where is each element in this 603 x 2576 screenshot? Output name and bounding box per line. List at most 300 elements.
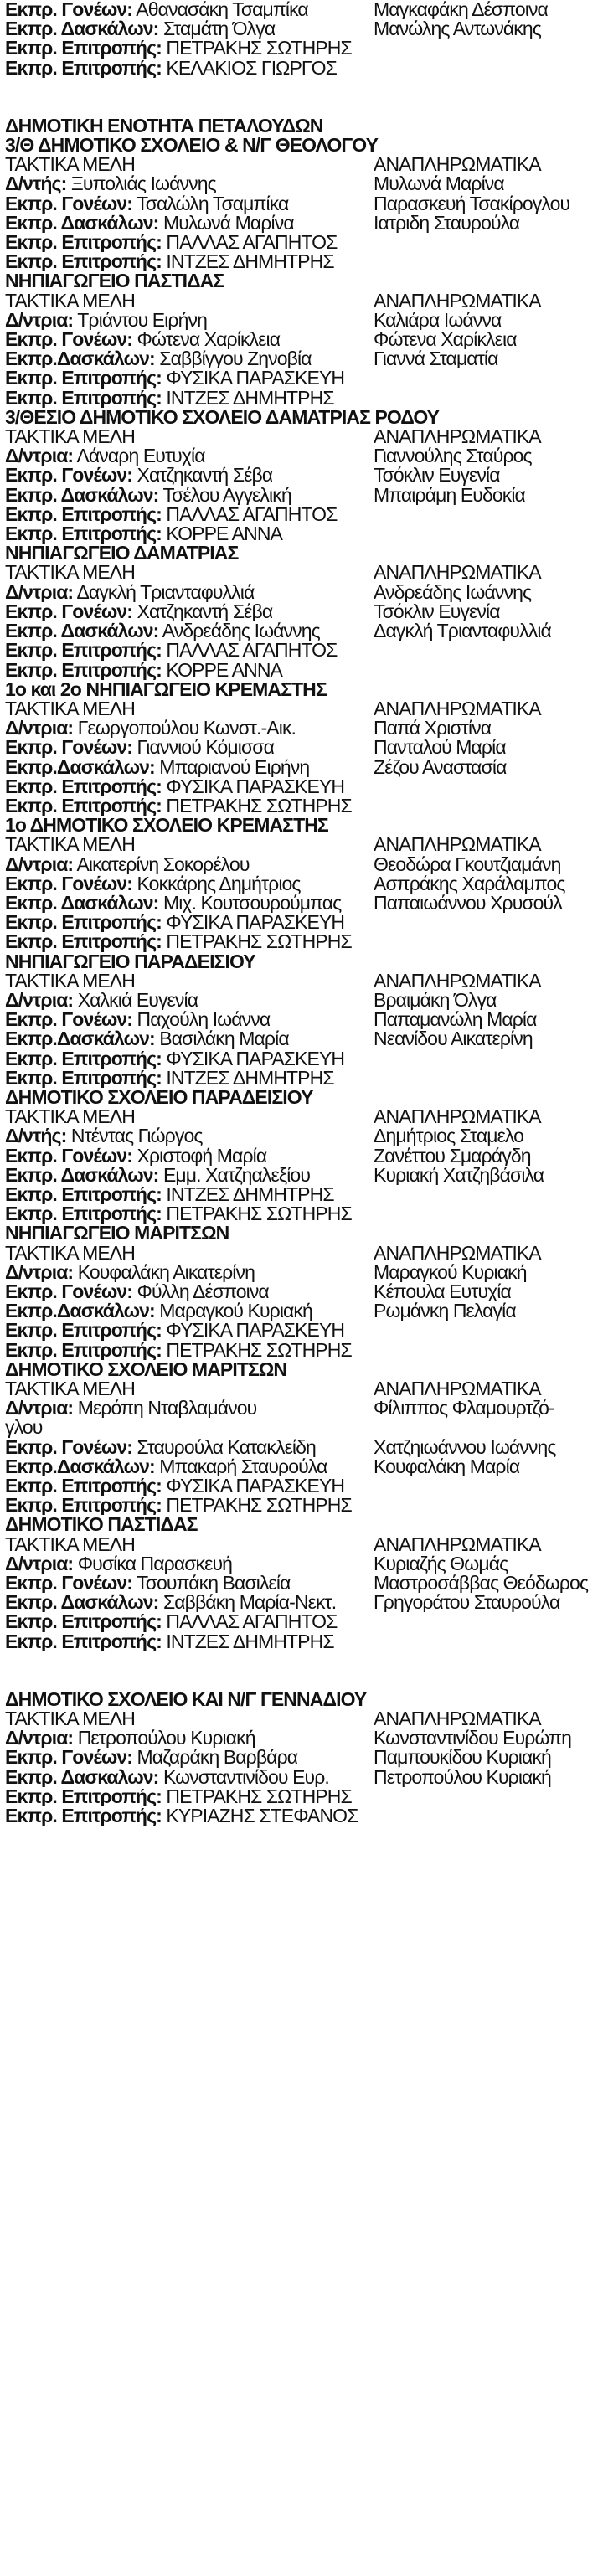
regular-members-header: ΤΑΚΤΙΚΑ ΜΕΛΗ	[5, 1534, 135, 1554]
regular-member	[5, 39, 374, 58]
regular-member	[5, 174, 374, 193]
substitute-member: Παρασκευή Τσακίρογλου	[374, 193, 570, 214]
column-header-row	[5, 563, 598, 582]
role-label: Εκπρ. Επιτροπής:	[5, 913, 162, 933]
member-name: ΙΝΤΖΕΣ ΔΗΜΗΤΡΗΣ	[166, 1184, 334, 1205]
member-row	[5, 0, 598, 19]
member-name: Χριστοφή Μαρία	[137, 1146, 267, 1166]
member-row	[5, 1554, 598, 1574]
school-title: 3/ΘΕΣΙΟ ΔΗΜΟΤΙΚΟ ΣΧΟΛΕΙΟ ΔΑΜΑΤΡΙΑΣ ΡΟΔΟΥ	[5, 405, 440, 428]
member-row	[5, 1146, 598, 1166]
role-label: Εκπρ. Επιτροπής:	[5, 641, 162, 661]
regular-member	[5, 1728, 374, 1748]
regular-member	[5, 1069, 374, 1088]
regular-member	[5, 446, 374, 466]
substitute-member: Κωνσταντινίδου Ευρώπη	[374, 1728, 572, 1749]
member-name: ΠΕΤΡΑΚΗΣ ΣΩΤΗΡΗΣ	[166, 1496, 352, 1516]
role-label: Εκπρ. Επιτροπής:	[5, 39, 162, 59]
school-title: ΔΗΜΟΤΙΚΟ ΣΧΟΛΕΙΟ ΚΑΙ Ν/Γ ΓΕΝΝΑΔΙΟΥ	[5, 1687, 367, 1710]
substitute-member: Τσόκλιν Ευγενία	[374, 601, 500, 622]
substitute-members-header: ΑΝΑΠΛΗΡΩΜΑΤΙΚΑ	[374, 291, 541, 311]
member-row	[5, 174, 598, 193]
regular-member	[5, 389, 374, 408]
member-row	[5, 252, 598, 271]
member-row	[5, 1728, 598, 1748]
member-name: Χατζηκαντή Σέβα	[137, 466, 273, 486]
regular-member	[5, 233, 374, 252]
regular-member	[5, 661, 374, 680]
role-label: Εκπρ. Γονέων:	[5, 1146, 133, 1166]
column-header-row	[5, 971, 598, 991]
role-label: Δ/ντρια:	[5, 446, 74, 466]
regular-member	[5, 641, 374, 660]
regular-members-header: ΤΑΚΤΙΚΑ ΜΕΛΗ	[5, 698, 135, 719]
member-name: Γεωργοπούλου Κωνστ.-Αικ.	[77, 719, 296, 739]
member-row	[5, 1496, 598, 1515]
member-row	[5, 1806, 598, 1826]
school-title: ΝΗΠΙΑΓΩΓΕΙΟ ΔΑΜΑΤΡΙΑΣ	[5, 542, 239, 564]
member-name: Μπαριανού Ειρήνη	[159, 757, 310, 777]
member-row	[5, 486, 598, 505]
member-name: ΦΥΣΙΚΑ ΠΑΡΑΣΚΕΥΗ	[166, 1476, 345, 1497]
member-name: Εμμ. Χατζηαλεξίου	[162, 1165, 311, 1185]
school-title: ΔΗΜΟΤΙΚΟ ΣΧΟΛΕΙΟ ΜΑΡΙΤΣΩΝ	[5, 1358, 287, 1380]
member-row	[5, 932, 598, 951]
member-row	[5, 466, 598, 485]
regular-members-header: ΤΑΚΤΙΚΑ ΜΕΛΗ	[5, 563, 135, 583]
substitute-members-header: ΑΝΑΠΛΗΡΩΜΑΤΙΚΑ	[374, 1107, 541, 1127]
regular-member	[5, 1787, 374, 1806]
substitute-member: Παπαμανώλη Μαρία	[374, 1010, 537, 1030]
member-name: Χατζηκαντή Σέβα	[137, 601, 273, 622]
substitute-member: Νεανίδου Αικατερίνη	[374, 1029, 533, 1049]
member-row	[5, 1321, 598, 1340]
regular-member	[5, 1301, 374, 1321]
substitute-members-header: ΑΝΑΠΛΗΡΩΜΑΤΙΚΑ	[374, 835, 541, 855]
member-name: Αθανασάκη Τσαμπίκα	[136, 0, 308, 20]
regular-member	[5, 1204, 374, 1224]
role-label: Εκπρ. Επιτροπής:	[5, 1204, 162, 1224]
role-label: Εκπρ. Επιτροπής:	[5, 504, 162, 525]
substitute-member: Γρηγοράτου Σταυρούλα	[374, 1593, 560, 1613]
member-row	[5, 1476, 598, 1496]
regular-member	[5, 1476, 374, 1496]
member-row	[5, 1069, 598, 1088]
substitute-member: Κυριακή Χατζηβάσιλα	[374, 1165, 544, 1185]
member-name: Μιχ. Κουτσουρούμπας	[162, 893, 342, 914]
role-label: Δ/ντρια:	[5, 990, 74, 1011]
member-name: Αικατερίνη Σοκορέλου	[76, 854, 250, 874]
role-label: Εκπρ. Δασκάλων:	[5, 485, 159, 505]
role-label: Εκπρ.Δασκάλων:	[5, 1301, 155, 1321]
member-name: Βασιλάκη Μαρία	[159, 1029, 289, 1049]
regular-members-header: ΤΑΚΤΙΚΑ ΜΕΛΗ	[5, 835, 135, 855]
role-label: Εκπρ. Επιτροπής:	[5, 796, 162, 817]
regular-member	[5, 349, 374, 368]
role-label: Εκπρ. Επιτροπής:	[5, 1496, 162, 1516]
role-label: Εκπρ. Επιτροπής:	[5, 660, 162, 680]
substitute-member: Παπαιωάννου Χρυσούλ	[374, 893, 562, 914]
school-title: 1ο και 2ο ΝΗΠΙΑΓΩΓΕΙΟ ΚΡΕΜΑΣΤΗΣ	[5, 677, 327, 700]
regular-member	[5, 311, 374, 330]
member-name: ΠΑΛΛΑΣ ΑΓΑΠΗΤΟΣ	[166, 641, 338, 661]
member-row	[5, 1748, 598, 1767]
regular-member	[5, 214, 374, 233]
role-label: Εκπρ. Επιτροπής:	[5, 1631, 162, 1651]
role-label: Εκπρ. Δασκάλων:	[5, 213, 159, 234]
role-label: Εκπρ. Επιτροπής:	[5, 58, 162, 78]
role-label: Εκπρ. Επιτροπής:	[5, 233, 162, 253]
substitute-member: Ζέζου Αναστασία	[374, 757, 507, 777]
role-label: Εκπρ.Δασκάλων:	[5, 1456, 155, 1477]
member-row	[5, 1029, 598, 1048]
role-label: Εκπρ. Επιτροπής:	[5, 1476, 162, 1497]
member-row	[5, 194, 598, 214]
regular-member	[5, 894, 374, 913]
substitute-member: Τσόκλιν Ευγενία	[374, 466, 500, 486]
regular-member	[5, 1748, 374, 1767]
regular-member	[5, 505, 374, 524]
regular-member	[5, 1146, 374, 1166]
regular-member	[5, 252, 374, 271]
school-title: ΔΗΜΟΤΙΚΟ ΠΑΣΤΙΔΑΣ	[5, 1513, 198, 1536]
substitute-member: Βραιμάκη Όλγα	[374, 990, 497, 1011]
member-row	[5, 1049, 598, 1069]
role-label: Εκπρ. Επιτροπής:	[5, 1340, 162, 1360]
member-name: Τσουπάκη Βασιλεία	[137, 1574, 291, 1594]
role-label: Εκπρ. Δασκάλων:	[5, 1593, 159, 1613]
member-name: Φώτενα Χαρίκλεια	[137, 330, 281, 350]
substitute-member: Μυλωνά Μαρίνα	[374, 174, 504, 194]
regular-member	[5, 1438, 374, 1457]
substitute-member: Μαγκαφάκη Δέσποινα	[374, 0, 548, 20]
member-row	[5, 1632, 598, 1651]
member-name: Τσαλώλη Τσαμπίκα	[137, 193, 289, 214]
member-name: Ανδρεάδης Ιωάννης	[162, 621, 320, 641]
member-name: ΦΥΣΙΚΑ ΠΑΡΑΣΚΕΥΗ	[166, 776, 345, 796]
role-label: Εκπρ. Δασκάλων:	[5, 19, 159, 39]
regular-member	[5, 738, 374, 757]
member-name: Σταμάτη Όλγα	[162, 19, 276, 39]
regular-member	[5, 758, 374, 777]
member-row	[5, 1166, 598, 1185]
member-row	[5, 1282, 598, 1301]
substitute-members-header: ΑΝΑΠΛΗΡΩΜΑΤΙΚΑ	[374, 1534, 541, 1554]
regular-member	[5, 1457, 374, 1476]
regular-member	[5, 602, 374, 621]
member-row	[5, 719, 598, 738]
role-label: Δ/ντρια:	[5, 1262, 74, 1282]
member-name: Γιαννιού Κόμισσα	[137, 738, 274, 758]
school-title: ΝΗΠΙΑΓΩΓΕΙΟ ΜΑΡΙΤΣΩΝ	[5, 1222, 229, 1244]
column-header-row	[5, 699, 598, 719]
role-label: Δ/ντρια:	[5, 1399, 74, 1419]
substitute-member: Χατζηιωάννου Ιωάννης	[374, 1437, 556, 1457]
column-header-row	[5, 835, 598, 854]
member-row	[5, 1301, 598, 1321]
substitute-member: Φώτενα Χαρίκλεια	[374, 330, 517, 350]
regular-member	[5, 19, 374, 39]
school-title: ΝΗΠΙΑΓΩΓΕΙΟ ΠΑΡΑΔΕΙΣΙΟΥ	[5, 950, 255, 972]
member-row	[5, 233, 598, 252]
regular-member	[5, 368, 374, 388]
role-label: Εκπρ. Γονέων:	[5, 193, 133, 214]
member-row	[5, 583, 598, 602]
member-row	[5, 913, 598, 932]
role-label: Εκπρ. Γονέων:	[5, 738, 133, 758]
regular-member	[5, 486, 374, 505]
substitute-members-header: ΑΝΑΠΛΗΡΩΜΑΤΙΚΑ	[374, 427, 541, 447]
substitute-member: Δημήτριος Σταμελο	[374, 1126, 524, 1146]
continuation-text: γλου	[5, 1416, 43, 1439]
member-name: ΙΝΤΖΕΣ ΔΗΜΗΤΡΗΣ	[166, 252, 334, 272]
substitute-member: Μανώλης Αντωνάκης	[374, 19, 541, 39]
member-row	[5, 796, 598, 816]
member-name: ΠΕΤΡΑΚΗΣ ΣΩΤΗΡΗΣ	[166, 932, 352, 952]
column-header-row	[5, 1379, 598, 1399]
member-row	[5, 214, 598, 233]
role-label: Εκπρ. Γονέων:	[5, 0, 133, 20]
member-name: ΚΕΛΑΚΙΟΣ ΓΙΩΡΓΟΣ	[166, 58, 337, 78]
regular-member	[5, 1612, 374, 1631]
role-label: Εκπρ. Επιτροπής:	[5, 1786, 162, 1807]
member-row	[5, 894, 598, 913]
role-label: Δ/ντής:	[5, 1126, 67, 1146]
member-row	[5, 1126, 598, 1146]
role-label: Εκπρ. Δασκάλων:	[5, 893, 159, 914]
regular-member	[5, 1554, 374, 1574]
column-header-row	[5, 427, 598, 446]
member-row	[5, 1204, 598, 1224]
role-label: Εκπρ. Γονέων:	[5, 466, 133, 486]
member-name: ΚΥΡΙΑΖΗΣ ΣΤΕΦΑΝΟΣ	[166, 1806, 358, 1826]
regular-member	[5, 1574, 374, 1593]
regular-member	[5, 59, 374, 78]
role-label: Εκπρ. Γονέων:	[5, 873, 133, 894]
member-row	[5, 1787, 598, 1806]
member-row	[5, 1574, 598, 1593]
member-name: ΦΥΣΙΚΑ ΠΑΡΑΣΚΕΥΗ	[166, 368, 345, 389]
regular-member	[5, 583, 374, 602]
role-label: Εκπρ. Επιτροπής:	[5, 1184, 162, 1205]
regular-member	[5, 1632, 374, 1651]
role-label: Εκπρ.Δασκάλων:	[5, 349, 155, 369]
member-row	[5, 1399, 598, 1418]
member-name: ΦΥΣΙΚΑ ΠΑΡΑΣΚΕΥΗ	[166, 1321, 345, 1341]
member-row	[5, 59, 598, 78]
member-name: Κουφαλάκη Αικατερίνη	[77, 1262, 255, 1282]
role-label: Εκπρ. Επιτροπής:	[5, 388, 162, 408]
substitute-member: Γιαννά Σταματία	[374, 349, 498, 369]
regular-member	[5, 1768, 374, 1787]
member-name: Κωνσταντινίδου Ευρ.	[162, 1767, 329, 1787]
regular-member	[5, 1049, 374, 1069]
member-row	[5, 1768, 598, 1787]
member-row	[5, 505, 598, 524]
member-name: Σαββίγγου Ζηνοβία	[159, 349, 312, 369]
member-row	[5, 1438, 598, 1457]
substitute-member: Δαγκλή Τριανταφυλλιά	[374, 621, 551, 641]
regular-members-header: ΤΑΚΤΙΚΑ ΜΕΛΗ	[5, 971, 135, 991]
member-name: Πετροπούλου Κυριακή	[77, 1728, 255, 1749]
role-label: Εκπρ. Γονέων:	[5, 1010, 133, 1030]
role-label: Εκπρ. Επιτροπής:	[5, 524, 162, 544]
member-name: Σταυρούλα Κατακλείδη	[137, 1437, 316, 1457]
member-name: ΠΕΤΡΑΚΗΣ ΣΩΤΗΡΗΣ	[166, 1204, 352, 1224]
regular-member	[5, 913, 374, 932]
role-label: Εκπρ. Επιτροπής:	[5, 1321, 162, 1341]
member-row	[5, 1185, 598, 1204]
member-row	[5, 777, 598, 796]
regular-member	[5, 1185, 374, 1204]
member-name: ΠΕΤΡΑΚΗΣ ΣΩΤΗΡΗΣ	[166, 39, 352, 59]
member-name: ΚΟΡΡΕ ΑΝΝΑ	[166, 660, 282, 680]
regular-member	[5, 1496, 374, 1515]
member-name: Φυσίκα Παρασκευή	[77, 1553, 233, 1574]
regular-member	[5, 796, 374, 816]
role-label: Δ/ντρια:	[5, 854, 74, 874]
substitute-member: Γιαννούλης Σταύρος	[374, 446, 532, 466]
regular-member	[5, 1399, 374, 1418]
substitute-member: Μαστροσάββας Θεόδωρος	[374, 1574, 589, 1594]
member-name: Ντέντας Γιώργος	[70, 1126, 203, 1146]
role-label: Δ/ντρια:	[5, 1728, 74, 1749]
regular-members-header: ΤΑΚΤΙΚΑ ΜΕΛΗ	[5, 1107, 135, 1127]
member-name: Χαλκιά Ευγενία	[77, 990, 198, 1011]
member-name: Φύλλη Δέσποινα	[137, 1282, 269, 1302]
role-label: Εκπρ. Γονέων:	[5, 1574, 133, 1594]
member-name: ΠΑΛΛΑΣ ΑΓΑΠΗΤΟΣ	[166, 504, 338, 525]
member-name: ΙΝΤΖΕΣ ΔΗΜΗΤΡΗΣ	[166, 1068, 334, 1088]
member-name: Σαββάκη Μαρία-Νεκτ.	[162, 1593, 337, 1613]
regular-members-header: ΤΑΚΤΙΚΑ ΜΕΛΗ	[5, 1379, 135, 1399]
member-name: Τριάντου Ειρήνη	[77, 310, 207, 331]
substitute-member: Θεοδώρα Γκουτζιαμάνη	[374, 854, 561, 874]
substitute-member: Φίλιππος Φλαμουρτζό-	[374, 1399, 554, 1419]
member-row	[5, 1010, 598, 1029]
school-title: ΔΗΜΟΤΙΚΟ ΣΧΟΛΕΙΟ ΠΑΡΑΔΕΙΣΙΟΥ	[5, 1085, 313, 1108]
column-header-row	[5, 1535, 598, 1554]
member-row	[5, 855, 598, 874]
role-label: Εκπρ. Επιτροπής:	[5, 932, 162, 952]
member-row	[5, 1341, 598, 1360]
substitute-member: Καλιάρα Ιωάννα	[374, 310, 502, 331]
member-row	[5, 349, 598, 368]
role-label: Εκπρ.Δασκάλων:	[5, 1029, 155, 1049]
role-label: Εκπρ. Επιτροπής:	[5, 1068, 162, 1088]
regular-member	[5, 1029, 374, 1048]
substitute-member: Κέπουλα Ευτυχία	[374, 1282, 511, 1302]
member-name: ΠΑΛΛΑΣ ΑΓΑΠΗΤΟΣ	[166, 1612, 338, 1632]
member-name: ΠΑΛΛΑΣ ΑΓΑΠΗΤΟΣ	[166, 233, 338, 253]
role-label: Εκπρ. Δασκάλων:	[5, 621, 159, 641]
member-row	[5, 874, 598, 894]
regular-member	[5, 719, 374, 738]
substitute-member: Ρωμάνκη Πελαγία	[374, 1301, 516, 1321]
role-label: Εκπρ. Επιτροπής:	[5, 1806, 162, 1826]
role-label: Εκπρ.Δασκάλων:	[5, 757, 155, 777]
substitute-member: Ζανέττου Σμαράγδη	[374, 1146, 531, 1166]
regular-members-header: ΤΑΚΤΙΚΑ ΜΕΛΗ	[5, 1243, 135, 1263]
substitute-member: Πετροπούλου Κυριακή	[374, 1767, 551, 1787]
regular-member	[5, 1010, 374, 1029]
member-name: Τσέλου Αγγελική	[162, 485, 291, 505]
regular-member	[5, 991, 374, 1010]
regular-member	[5, 1126, 374, 1146]
regular-member	[5, 932, 374, 951]
member-name: ΚΟΡΡΕ ΑΝΝΑ	[166, 524, 282, 544]
member-row	[5, 389, 598, 408]
school-title: 1ο ΔΗΜΟΤΙΚΟ ΣΧΟΛΕΙΟ ΚΡΕΜΑΣΤΗΣ	[5, 814, 328, 837]
substitute-member: Ιατριδη Σταυρούλα	[374, 213, 520, 234]
role-label: Εκπρ. Επιτροπής:	[5, 1612, 162, 1632]
member-row	[5, 368, 598, 388]
regular-member	[5, 855, 374, 874]
regular-member	[5, 466, 374, 485]
role-label: Εκπρ. Επιτροπής:	[5, 252, 162, 272]
member-row	[5, 641, 598, 660]
role-label: Εκπρ. Επιτροπής:	[5, 1048, 162, 1069]
role-label: Δ/ντρια:	[5, 582, 74, 602]
member-name: Ξυπολιάς Ιωάννης	[70, 174, 216, 194]
role-label: Εκπρ. Γονέων:	[5, 1748, 133, 1768]
member-name: ΠΕΤΡΑΚΗΣ ΣΩΤΗΡΗΣ	[166, 796, 352, 817]
member-row	[5, 330, 598, 349]
substitute-member: Κυριαζής Θωμάς	[374, 1553, 508, 1574]
member-name: Λάναρη Ευτυχία	[76, 446, 205, 466]
role-label: Εκπρ. Δασκάλων:	[5, 1165, 159, 1185]
substitute-members-header: ΑΝΑΠΛΗΡΩΜΑΤΙΚΑ	[374, 1243, 541, 1263]
member-row	[5, 661, 598, 680]
member-name: Μπακαρή Σταυρούλα	[159, 1456, 327, 1477]
regular-member	[5, 1321, 374, 1340]
member-name: Κοκκάρης Δημήτριος	[137, 873, 301, 894]
role-label: Εκπρ. Δασκαλων:	[5, 1767, 159, 1787]
member-name: Παχούλη Ιωάννα	[137, 1010, 271, 1030]
substitute-member: Μαραγκού Κυριακή	[374, 1262, 527, 1282]
school-title: 3/Θ ΔΗΜΟΤΙΚΟ ΣΧΟΛΕΙΟ & Ν/Γ ΘΕΟΛΟΓΟΥ	[5, 134, 379, 157]
substitute-member: Παμπουκίδου Κυριακή	[374, 1748, 551, 1768]
regular-member	[5, 874, 374, 894]
member-row	[5, 738, 598, 757]
regular-member	[5, 330, 374, 349]
member-row	[5, 1457, 598, 1476]
member-name: Μυλωνά Μαρίνα	[162, 213, 294, 234]
substitute-members-header: ΑΝΑΠΛΗΡΩΜΑΤΙΚΑ	[374, 698, 541, 719]
member-name: Μαραγκού Κυριακή	[159, 1301, 312, 1321]
section-title: ΔΗΜΟΤΙΚΗ ΕΝΟΤΗΤΑ ΠΕΤΑΛΟΥΔΩΝ	[5, 114, 323, 137]
regular-member	[5, 524, 374, 544]
regular-member	[5, 0, 374, 19]
substitute-member: Μπαιράμη Ευδοκία	[374, 485, 525, 505]
substitute-member: Κουφαλάκη Μαρία	[374, 1456, 520, 1477]
column-header-row	[5, 155, 598, 174]
member-name: Δαγκλή Τριανταφυλλιά	[76, 582, 255, 602]
member-row	[5, 311, 598, 330]
regular-member	[5, 1263, 374, 1282]
member-row	[5, 758, 598, 777]
regular-members-header: ΤΑΚΤΙΚΑ ΜΕΛΗ	[5, 155, 135, 175]
section-gap	[5, 78, 598, 116]
role-label: Δ/ντρια:	[5, 1553, 74, 1574]
substitute-member: Ανδρεάδης Ιωάννης	[374, 582, 532, 602]
school-title: ΝΗΠΙΑΓΩΓΕΙΟ ΠΑΣΤΙΔΑΣ	[5, 270, 224, 292]
regular-member	[5, 1166, 374, 1185]
role-label: Δ/ντρια:	[5, 719, 74, 739]
regular-members-header: ΤΑΚΤΙΚΑ ΜΕΛΗ	[5, 427, 135, 447]
member-row	[5, 1612, 598, 1631]
substitute-members-header: ΑΝΑΠΛΗΡΩΜΑΤΙΚΑ	[374, 563, 541, 583]
